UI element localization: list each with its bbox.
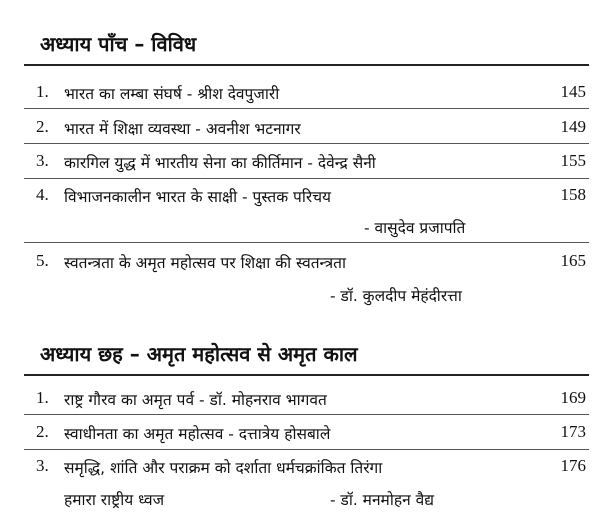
entry-text: स्वाधीनता का अमृत महोत्सव - दत्तात्रेय होसबाले bbox=[64, 425, 331, 443]
chapter-5-rule bbox=[24, 64, 589, 66]
row-divider bbox=[24, 108, 589, 109]
entry-number: 3. bbox=[36, 456, 49, 475]
toc-entry bbox=[0, 456, 600, 478]
entry-page: 173 bbox=[560, 422, 586, 441]
entry-page: 165 bbox=[560, 251, 586, 270]
entry-author: - डॉ. कुलदीप मेहंदीरत्ता bbox=[330, 287, 462, 305]
chapter-6-rule bbox=[24, 374, 589, 376]
row-divider bbox=[24, 449, 589, 450]
entry-text: स्वतन्त्रता के अमृत महोत्सव पर शिक्षा की स्वतन्त्रता bbox=[64, 254, 346, 272]
entry-page: 158 bbox=[560, 185, 586, 204]
entry-page: 145 bbox=[560, 82, 586, 101]
entry-text: विभाजनकालीन भारत के साक्षी - पुस्तक परिचय bbox=[64, 188, 332, 206]
entry-page: 169 bbox=[560, 388, 586, 407]
entry-author: - डॉ. मनमोहन वैद्य bbox=[330, 491, 434, 509]
row-divider bbox=[24, 414, 589, 415]
entry-text: भारत का लम्बा संघर्ष - श्रीश देवपुजारी bbox=[64, 85, 280, 103]
toc-entry-author-line bbox=[0, 488, 600, 510]
entry-number: 1. bbox=[36, 388, 49, 407]
entry-page: 149 bbox=[560, 117, 586, 136]
entry-text: कारगिल युद्ध में भारतीय सेना का कीर्तिमान - देवेन्द्र सैनी bbox=[64, 154, 376, 172]
toc-entry bbox=[0, 422, 600, 444]
entry-number: 4. bbox=[36, 185, 49, 204]
toc-entry bbox=[0, 251, 600, 273]
entry-number: 5. bbox=[36, 251, 49, 270]
entry-author: - वासुदेव प्रजापति bbox=[364, 219, 466, 237]
entry-text: भारत में शिक्षा व्यवस्था - अवनीश भटनागर bbox=[64, 120, 301, 138]
toc-entry-author-line bbox=[0, 284, 600, 306]
entry-text: राष्ट्र गौरव का अमृत पर्व - डॉ. मोहनराव भागवत bbox=[64, 391, 327, 409]
entry-number: 2. bbox=[36, 422, 49, 441]
toc-entry bbox=[0, 117, 600, 139]
entry-text: समृद्धि, शांति और पराक्रम को दर्शाता धर्मचक्रांकित तिरंगा bbox=[64, 459, 383, 477]
toc-entry bbox=[0, 82, 600, 104]
row-divider bbox=[24, 178, 589, 179]
row-divider bbox=[24, 143, 589, 144]
chapter-6-title: अध्याय छह – अमृत महोत्सव से अमृत काल bbox=[40, 342, 358, 366]
toc-entry bbox=[0, 388, 600, 410]
entry-number: 3. bbox=[36, 151, 49, 170]
toc-entry-author-line bbox=[0, 216, 600, 238]
entry-page: 155 bbox=[560, 151, 586, 170]
row-divider bbox=[24, 242, 589, 243]
entry-text-continued: हमारा राष्ट्रीय ध्वज bbox=[64, 491, 165, 509]
toc-entry bbox=[0, 151, 600, 173]
entry-page: 176 bbox=[560, 456, 586, 475]
chapter-5-title: अध्याय पाँच – विविध bbox=[40, 32, 197, 56]
entry-number: 1. bbox=[36, 82, 49, 101]
entry-number: 2. bbox=[36, 117, 49, 136]
toc-entry bbox=[0, 185, 600, 207]
